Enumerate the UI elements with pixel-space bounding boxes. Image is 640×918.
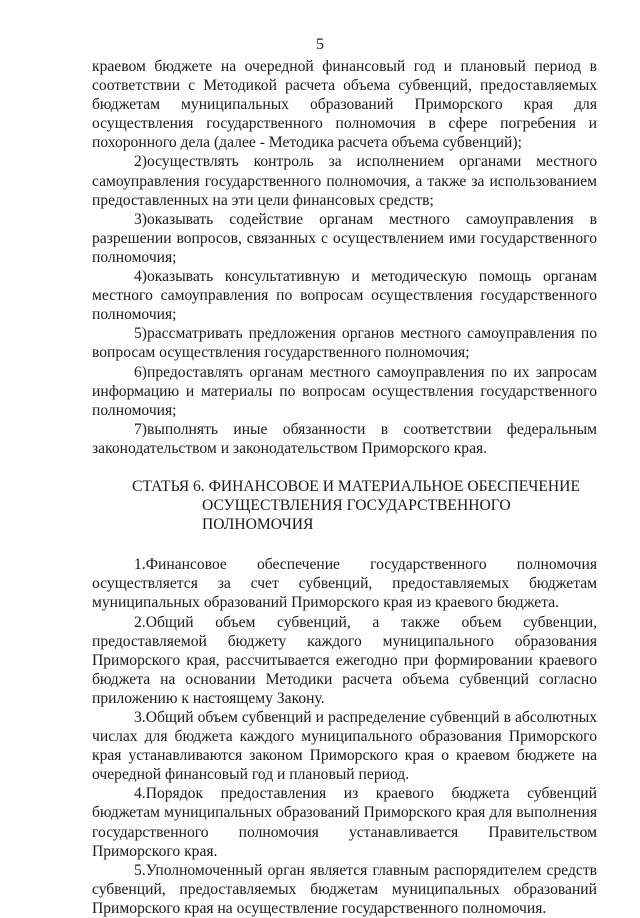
list-item-5: 5)рассматривать предложения органов местного самоуправления по вопросам осуществления государственного полномочия; — [92, 325, 597, 362]
clause-4: 4.Порядок предоставления из краевого бюджета субвенций бюджетам муниципальных образований Приморского края для выполнения государственного полномочия устанавливается Правительством Приморского края. — [92, 785, 597, 860]
list-item-3: 3)оказывать содействие органам местного самоуправления в разрешении вопросов, связанных с осуществлением ими государственного полномочия; — [92, 210, 597, 266]
list-item-7: 7)выполнять иные обязанности в соответствии федеральным законодательством и законодательством Приморского края. — [92, 420, 597, 457]
document-body — [92, 57, 597, 918]
page-number: 5 — [316, 36, 324, 53]
list-item-2: 2)осуществлять контроль за исполнением органами местного самоуправления государственного полномочия, а также за использованием предоставленных на эти цели финансовых средств; — [92, 153, 597, 209]
article-heading-line-2: ОСУЩЕСТВЛЕНИЯ ГОСУДАРСТВЕННОГО — [202, 497, 511, 515]
list-item-6: 6)предоставлять органам местного самоуправления по их запросам информацию и материалы по вопросам осуществления государственного полномочия; — [92, 363, 597, 419]
paragraph: краевом бюджете на очередной финансовый год и плановый период в соответствии с Методикой расчета объема субвенций, предоставляемых бюджетам муниципальных образований Приморского края для осуществления государственного полномочия в сфере погребения и похоронного дела (далее - Методика расчета объема субвенций); — [92, 58, 597, 152]
article-heading-line-3: ПОЛНОМОЧИЯ — [202, 516, 314, 534]
article-heading — [92, 477, 597, 534]
clause-5: 5.Уполномоченный орган является главным распорядителем средств субвенций, предоставляемых бюджетам муниципальных образований Приморского края на осуществление государственного полномочия. — [92, 861, 597, 917]
article-heading-line-1: СТАТЬЯ 6. ФИНАНСОВОЕ И МАТЕРИАЛЬНОЕ ОБЕСПЕЧЕНИЕ — [132, 477, 580, 495]
clause-1: 1.Финансовое обеспечение государственного полномочия осуществляется за счет субвенций, предоставляемых бюджетам муниципальных образований Приморского края из краевого бюджета. — [92, 556, 597, 612]
clause-2: 2.Общий объем субвенций, а также объем субвенции, предоставляемой бюджету каждого муниципального образования Приморского края, рассчитывается ежегодно при формировании краевого бюджета на основании Методики расчета объема субвенций согласно приложению к настоящему Закону. — [92, 613, 597, 707]
clause-3: 3.Общий объем субвенций и распределение субвенций в абсолютных числах для бюджета каждого муниципального образования Приморского края устанавливаются законом Приморского края о краевом бюджете на очередной финансовый год и плановый период. — [92, 709, 597, 784]
list-item-4: 4)оказывать консультативную и методическую помощь органам местного самоуправления по вопросам осуществления государственного полномочия; — [92, 268, 597, 324]
